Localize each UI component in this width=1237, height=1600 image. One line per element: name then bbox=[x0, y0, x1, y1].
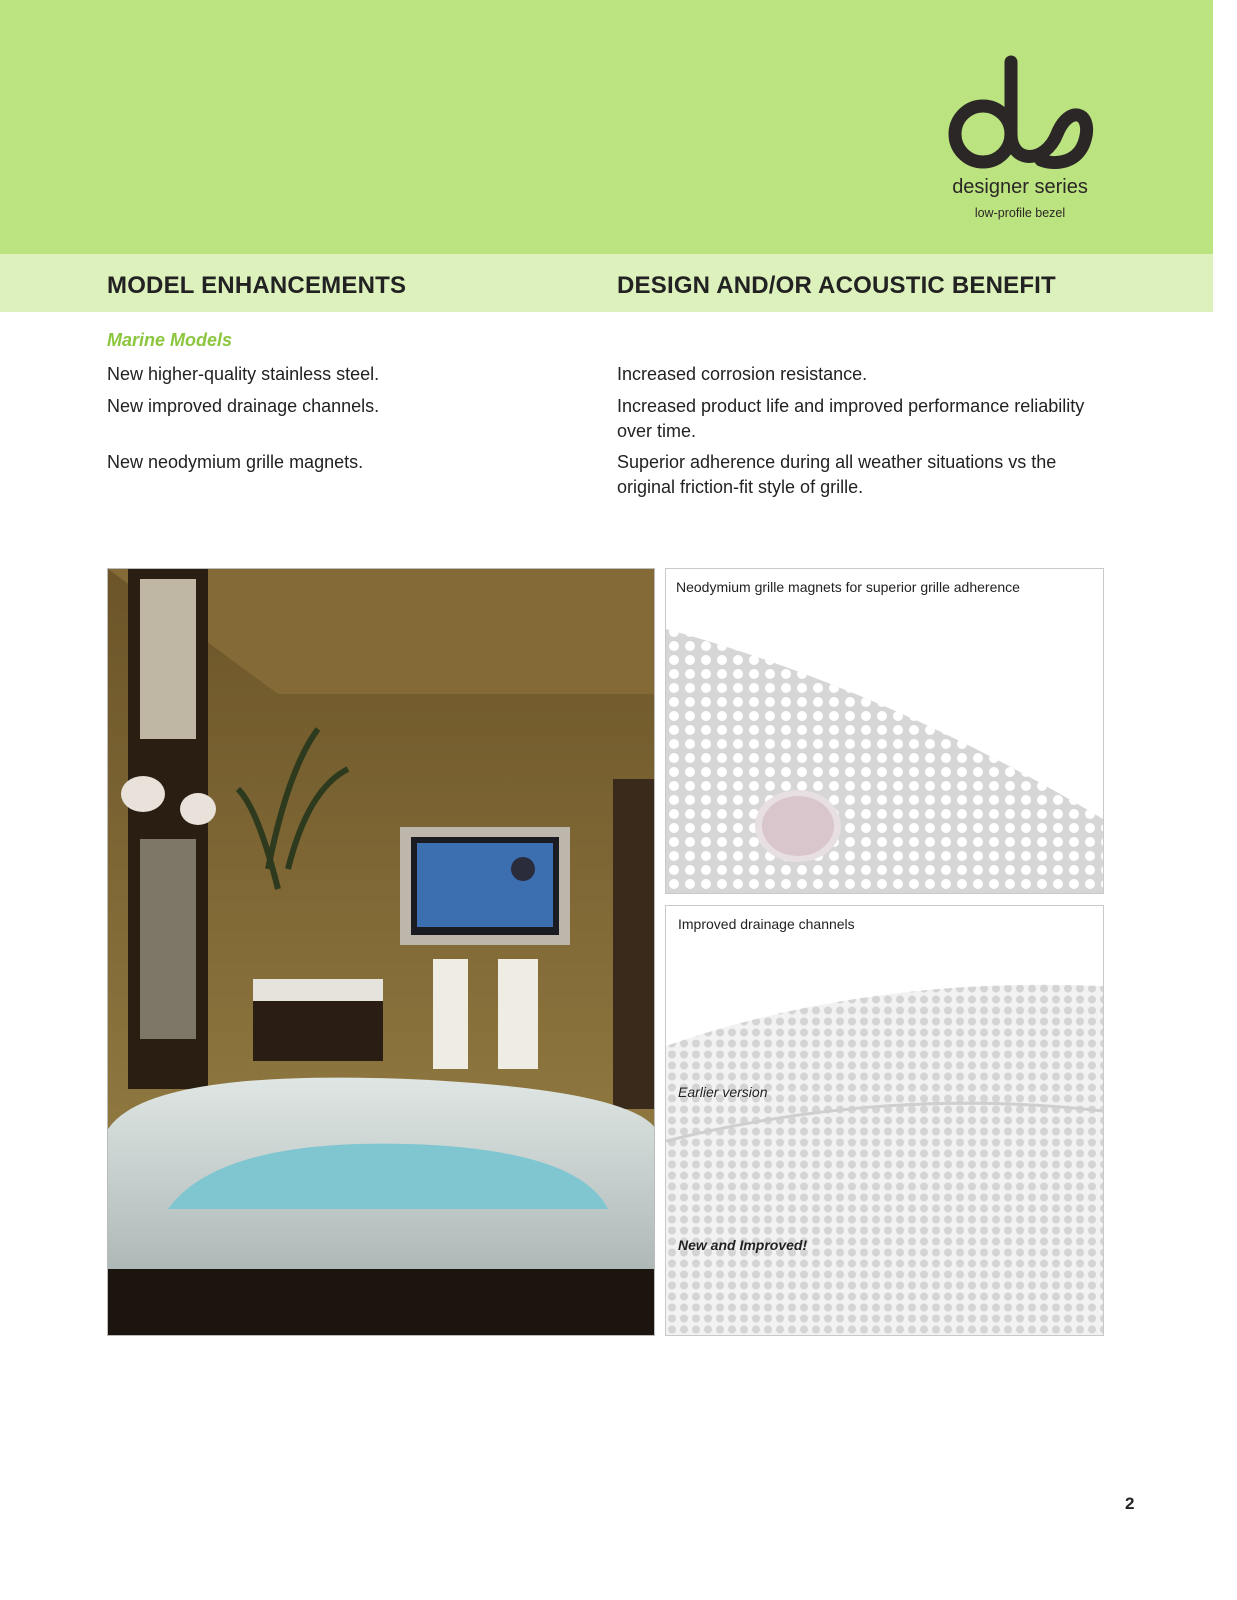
bathroom-photo bbox=[107, 568, 655, 1336]
section-title: Marine Models bbox=[107, 330, 233, 350]
new-improved-label: New and Improved! bbox=[678, 1237, 808, 1253]
magnets-caption: Neodymium grille magnets for superior grille adherence bbox=[676, 579, 1020, 595]
benefit-cell: Increased corrosion resistance. bbox=[617, 364, 868, 384]
column-header-benefit: DESIGN AND/OR ACOUSTIC BENEFIT bbox=[617, 272, 1056, 299]
enhancement-cell: New improved drainage channels. bbox=[107, 396, 380, 416]
benefit-cell: Superior adherence during all weather situations vs the original friction-fit style of grille. bbox=[617, 452, 1057, 497]
ds-logo-icon bbox=[945, 52, 1095, 172]
drainage-panel bbox=[665, 905, 1104, 1336]
column-header-enhancements: MODEL ENHANCEMENTS bbox=[107, 272, 407, 299]
benefit-cell: Increased product life and improved performance reliability over time. bbox=[617, 396, 1085, 441]
magnets-panel bbox=[665, 568, 1104, 894]
enhancement-cell: New higher-quality stainless steel. bbox=[107, 364, 380, 384]
page-number: 2 bbox=[1125, 1494, 1135, 1513]
brand-logo bbox=[930, 52, 1110, 232]
drainage-caption: Improved drainage channels bbox=[678, 916, 855, 932]
enhancement-cell: New neodymium grille magnets. bbox=[107, 452, 364, 472]
brand-name: designer series bbox=[952, 176, 1088, 198]
brand-tagline: low-profile bezel bbox=[974, 206, 1066, 220]
earlier-version-label: Earlier version bbox=[678, 1084, 768, 1100]
